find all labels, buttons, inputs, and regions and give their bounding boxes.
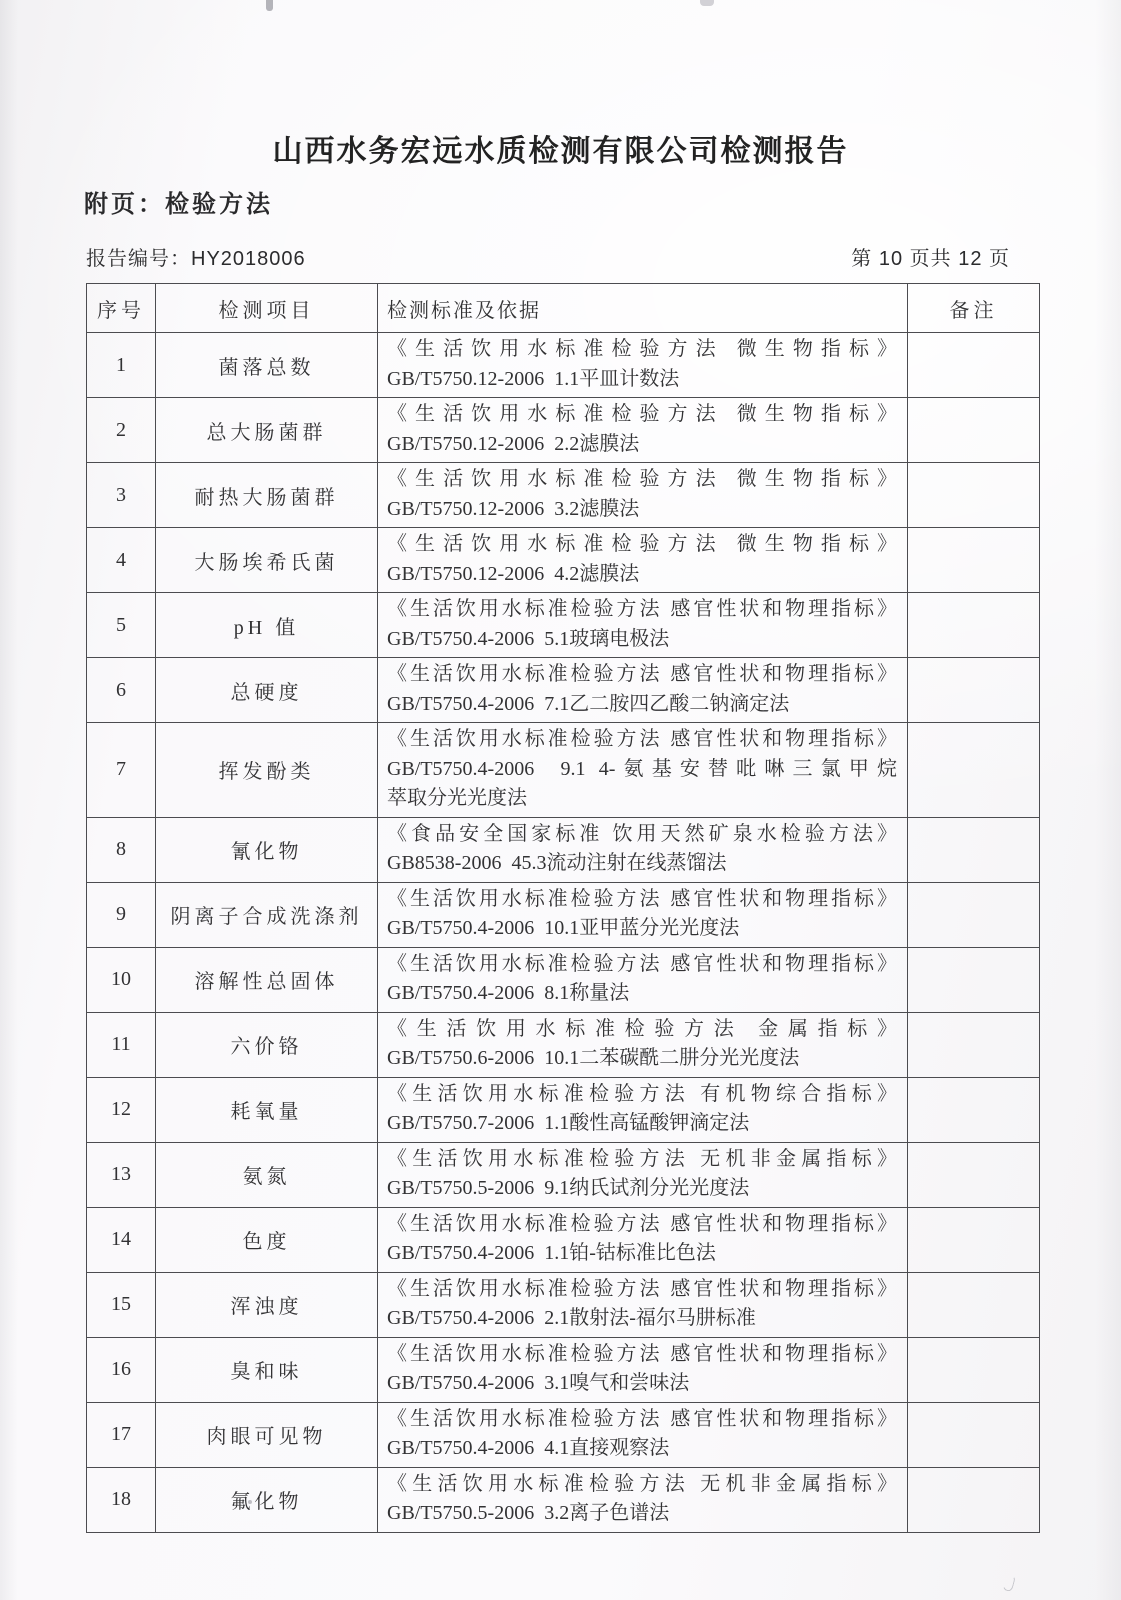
table-row (87, 593, 1040, 658)
table-row (87, 1142, 1040, 1207)
cell-test-item: pH 值 (156, 593, 378, 658)
cell-test-standard (378, 528, 908, 593)
cell-row-number: 14 (87, 1207, 156, 1272)
cell-test-standard (378, 1207, 908, 1272)
cell-test-standard (378, 1077, 908, 1142)
method-line: 《生活饮用水标准检验方法 有机物综合指标》 (387, 1082, 897, 1105)
method-line: GB/T5750.4-2006 10.1亚甲蓝分光光度法 (387, 917, 740, 939)
scan-artifact (266, 0, 273, 11)
table-row (87, 463, 1040, 528)
method-line: GB/T5750.12-2006 4.2滤膜法 (387, 562, 640, 585)
test-methods-table (86, 283, 1040, 1533)
method-line: 《食品安全国家标准 饮用天然矿泉水检验方法》 (387, 822, 897, 845)
column-header-note: 备注 (908, 284, 1040, 333)
cell-row-number: 12 (87, 1077, 156, 1142)
report-number: 报告编号：HY2018006 (86, 248, 306, 270)
column-header-no: 序号 (87, 284, 156, 333)
method-line: 《生活饮用水标准检验方法 感官性状和物理指标》 (387, 728, 897, 750)
table-row (87, 1207, 1040, 1272)
method-line: GB8538-2006 45.3流动注射在线蒸馏法 (387, 852, 727, 874)
cell-note (908, 593, 1040, 658)
scan-artifact (700, 0, 714, 6)
cell-test-standard (378, 1467, 908, 1532)
table-row (87, 333, 1040, 398)
cell-test-item: 大肠埃希氏菌 (156, 528, 378, 593)
cell-test-standard (378, 723, 908, 818)
table-row (87, 817, 1040, 882)
table-row (87, 398, 1040, 463)
attachment-heading: 附页：检验方法 (84, 191, 273, 218)
cell-row-number: 4 (87, 528, 156, 593)
cell-note (908, 1402, 1040, 1467)
cell-row-number: 7 (87, 723, 156, 818)
method-line: GB/T5750.4-2006 1.1铂-钴标准比色法 (387, 1242, 716, 1264)
cell-test-item: 总大肠菌群 (156, 398, 378, 463)
method-line: 《生活饮用水标准检验方法 感官性状和物理指标》 (387, 887, 897, 910)
column-header-item: 检测项目 (156, 284, 378, 333)
cell-row-number: 3 (87, 463, 156, 528)
cell-row-number: 13 (87, 1142, 156, 1207)
cell-row-number: 17 (87, 1402, 156, 1467)
cell-note (908, 723, 1040, 818)
cell-note (908, 1207, 1040, 1272)
method-line: 《生活饮用水标准检验方法 感官性状和物理指标》 (387, 1277, 897, 1300)
cell-test-standard (378, 398, 908, 463)
table-row (87, 1337, 1040, 1402)
cell-row-number: 9 (87, 882, 156, 947)
method-line: 《生活饮用水标准检验方法 感官性状和物理指标》 (387, 663, 897, 685)
report-meta-row (86, 242, 1010, 271)
method-line: 《生活饮用水标准检验方法 感官性状和物理指标》 (387, 1407, 897, 1430)
method-line: 《生活饮用水标准检验方法 感官性状和物理指标》 (387, 1212, 897, 1235)
cell-test-item: 氰化物 (156, 817, 378, 882)
method-line: GB/T5750.12-2006 1.1平皿计数法 (387, 367, 680, 390)
cell-note (908, 1337, 1040, 1402)
cell-note (908, 1012, 1040, 1077)
method-line: 《生活饮用水标准检验方法 微生物指标》 (387, 468, 897, 490)
cell-row-number: 5 (87, 593, 156, 658)
cell-test-item: 耗氧量 (156, 1077, 378, 1142)
method-line: 《生活饮用水标准检验方法 无机非金属指标》 (387, 1472, 897, 1495)
cell-test-standard (378, 817, 908, 882)
table-row (87, 1077, 1040, 1142)
cell-note (908, 882, 1040, 947)
cell-row-number: 8 (87, 817, 156, 882)
method-line: GB/T5750.4-2006 8.1称量法 (387, 982, 630, 1004)
cell-test-standard (378, 1012, 908, 1077)
cell-row-number: 18 (87, 1467, 156, 1532)
method-line: 《生活饮用水标准检验方法 感官性状和物理指标》 (387, 952, 897, 975)
cell-row-number: 15 (87, 1272, 156, 1337)
method-line: GB/T5750.4-2006 4.1直接观察法 (387, 1437, 670, 1459)
cell-test-standard (378, 1337, 908, 1402)
scan-artifact (1001, 1574, 1016, 1592)
cell-test-standard (378, 593, 908, 658)
method-line: GB/T5750.4-2006 7.1乙二胺四乙酸二钠滴定法 (387, 692, 790, 715)
method-line: 萃取分光光度法 (387, 787, 527, 809)
cell-test-standard (378, 1402, 908, 1467)
cell-test-item: 阴离子合成洗涤剂 (156, 882, 378, 947)
cell-test-item: 耐热大肠菌群 (156, 463, 378, 528)
cell-test-standard (378, 658, 908, 723)
method-line: GB/T5750.6-2006 10.1二苯碳酰二肼分光光度法 (387, 1047, 800, 1069)
cell-test-item: 菌落总数 (156, 333, 378, 398)
cell-note (908, 398, 1040, 463)
cell-note (908, 1467, 1040, 1532)
cell-test-item: 氨氮 (156, 1142, 378, 1207)
method-line: 《生活饮用水标准检验方法 微生物指标》 (387, 338, 897, 360)
method-line: GB/T5750.7-2006 1.1酸性高锰酸钾滴定法 (387, 1112, 750, 1134)
cell-row-number: 1 (87, 333, 156, 398)
cell-row-number: 11 (87, 1012, 156, 1077)
method-line: GB/T5750.12-2006 2.2滤膜法 (387, 432, 640, 455)
method-line: 《生活饮用水标准检验方法 感官性状和物理指标》 (387, 598, 897, 620)
table-body (87, 333, 1040, 1533)
cell-test-item: 溶解性总固体 (156, 947, 378, 1012)
method-line: 《生活饮用水标准检验方法 金属指标》 (387, 1017, 897, 1040)
cell-note (908, 817, 1040, 882)
cell-note (908, 333, 1040, 398)
cell-test-standard (378, 1272, 908, 1337)
cell-test-standard (378, 463, 908, 528)
table-row (87, 658, 1040, 723)
method-line: GB/T5750.5-2006 9.1纳氏试剂分光光度法 (387, 1177, 750, 1199)
cell-test-standard (378, 333, 908, 398)
method-line: 《生活饮用水标准检验方法 微生物指标》 (387, 403, 897, 425)
table-row (87, 882, 1040, 947)
table-row (87, 1402, 1040, 1467)
cell-row-number: 10 (87, 947, 156, 1012)
cell-test-standard (378, 947, 908, 1012)
cell-note (908, 658, 1040, 723)
method-line: 《生活饮用水标准检验方法 微生物指标》 (387, 533, 897, 555)
cell-test-item: 色度 (156, 1207, 378, 1272)
table-row (87, 1467, 1040, 1532)
cell-test-item: 六价铬 (156, 1012, 378, 1077)
cell-test-item: 浑浊度 (156, 1272, 378, 1337)
table-row (87, 1272, 1040, 1337)
method-line: GB/T5750.4-2006 9.1 4-氨基安替吡啉三氯甲烷 (387, 757, 897, 780)
method-line: GB/T5750.4-2006 2.1散射法-福尔马肼标准 (387, 1307, 756, 1329)
table-row (87, 1012, 1040, 1077)
method-line: GB/T5750.5-2006 3.2离子色谱法 (387, 1502, 670, 1524)
cell-test-item: 挥发酚类 (156, 723, 378, 818)
cell-note (908, 947, 1040, 1012)
cell-test-item: 总硬度 (156, 658, 378, 723)
method-line: 《生活饮用水标准检验方法 无机非金属指标》 (387, 1147, 897, 1170)
cell-test-item: 臭和味 (156, 1337, 378, 1402)
method-line: GB/T5750.4-2006 5.1玻璃电极法 (387, 627, 670, 650)
cell-row-number: 2 (87, 398, 156, 463)
cell-row-number: 6 (87, 658, 156, 723)
table-row (87, 723, 1040, 818)
cell-test-item: 氟化物 (156, 1467, 378, 1532)
page-indicator: 第 10 页共 12 页 (851, 248, 1010, 270)
column-header-method: 检测标准及依据 (378, 284, 908, 333)
method-line: GB/T5750.12-2006 3.2滤膜法 (387, 497, 640, 520)
cell-note (908, 1142, 1040, 1207)
cell-note (908, 463, 1040, 528)
cell-test-standard (378, 882, 908, 947)
method-line: 《生活饮用水标准检验方法 感官性状和物理指标》 (387, 1342, 897, 1365)
table-row (87, 947, 1040, 1012)
cell-note (908, 1077, 1040, 1142)
cell-test-standard (378, 1142, 908, 1207)
table-row (87, 528, 1040, 593)
table-header-row (87, 284, 1040, 333)
cell-test-item: 肉眼可见物 (156, 1402, 378, 1467)
cell-row-number: 16 (87, 1337, 156, 1402)
cell-note (908, 1272, 1040, 1337)
cell-note (908, 528, 1040, 593)
method-line: GB/T5750.4-2006 3.1嗅气和尝味法 (387, 1372, 690, 1394)
report-title: 山西水务宏远水质检测有限公司检测报告 (272, 135, 849, 168)
